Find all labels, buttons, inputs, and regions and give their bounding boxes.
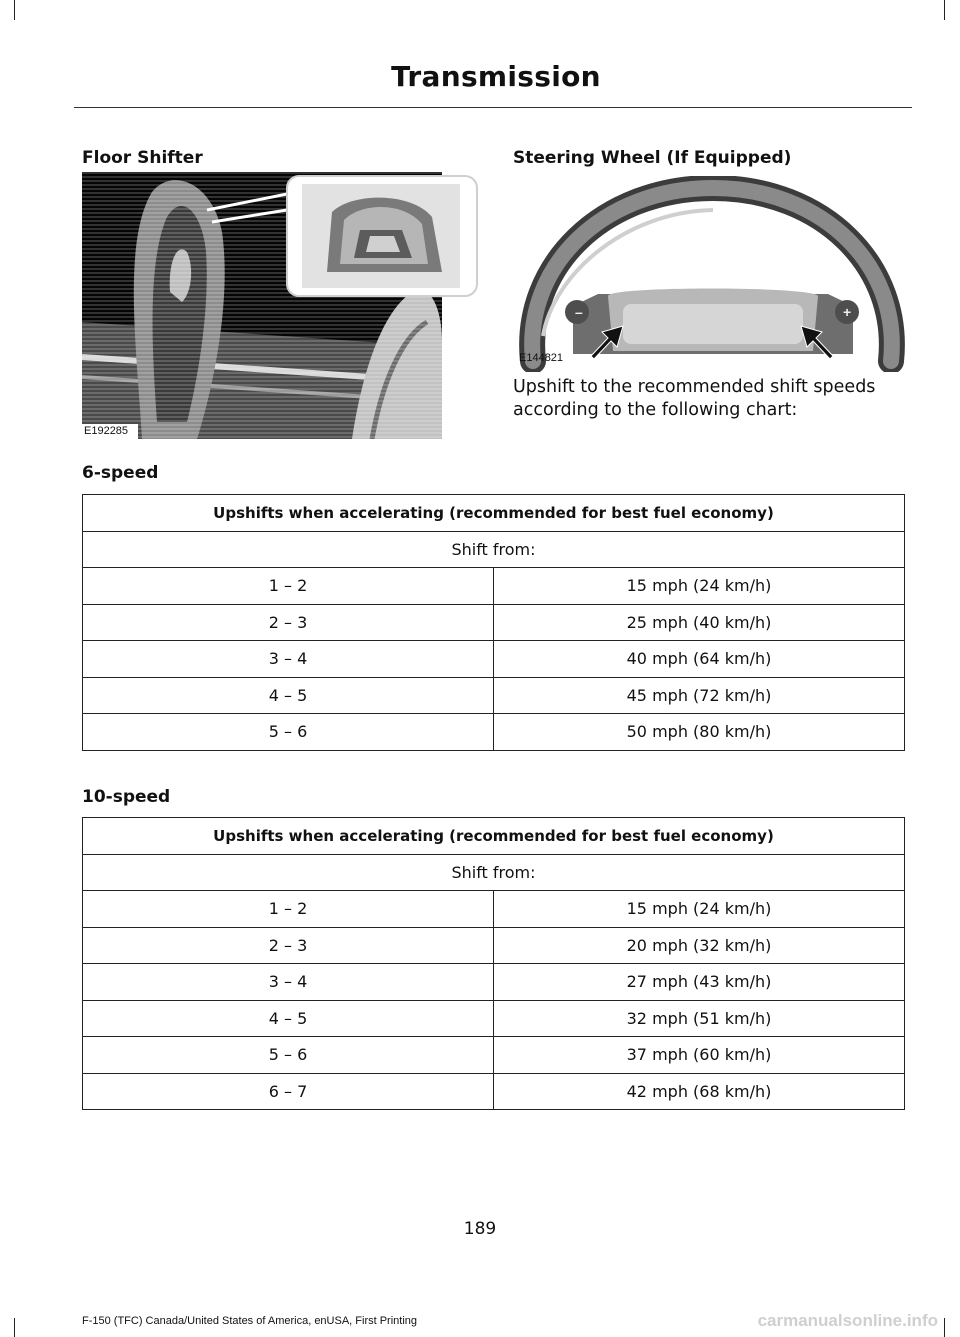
speed-cell: 42 mph (68 km/h): [494, 1073, 905, 1110]
gear-cell: 4 – 5: [83, 677, 494, 714]
speed-cell: 27 mph (43 km/h): [494, 964, 905, 1001]
speed-cell: 45 mph (72 km/h): [494, 677, 905, 714]
floor-shifter-heading: Floor Shifter: [82, 148, 203, 168]
table-row: [83, 891, 905, 928]
page-title: Transmission: [391, 60, 601, 93]
gear-cell: 5 – 6: [83, 714, 494, 751]
crop-mark: [14, 0, 15, 20]
speed-cell: 40 mph (64 km/h): [494, 641, 905, 678]
speed-cell: 15 mph (24 km/h): [494, 568, 905, 605]
table-row: [83, 964, 905, 1001]
table-row: [83, 568, 905, 605]
minus-paddle-symbol: –: [575, 304, 583, 320]
shift-from-label: Shift from:: [83, 854, 905, 891]
table-title: Upshifts when accelerating (recommended for best fuel economy): [83, 818, 905, 855]
shift-intro-text: Upshift to the recommended shift speeds according to the following chart:: [513, 377, 876, 420]
gear-cell: 2 – 3: [83, 927, 494, 964]
gear-cell: 4 – 5: [83, 1000, 494, 1037]
steering-wheel-drawing: [513, 176, 911, 372]
table-subheader-row: [83, 531, 905, 568]
table-row: [83, 604, 905, 641]
table-row: [83, 1000, 905, 1037]
footer-text: F-150 (TFC) Canada/United States of America, enUSA, First Printing: [82, 1315, 418, 1327]
gear-cell: 3 – 4: [83, 641, 494, 678]
shift-from-label: Shift from:: [83, 531, 905, 568]
title-divider: [74, 107, 912, 108]
watermark: carmanualsonline.info: [757, 1311, 938, 1330]
ten-speed-heading: 10-speed: [82, 787, 171, 807]
figure-id: E144821: [519, 352, 564, 364]
gear-cell: 1 – 2: [83, 891, 494, 928]
page-number: 189: [463, 1219, 497, 1239]
speed-cell: 32 mph (51 km/h): [494, 1000, 905, 1037]
gear-cell: 1 – 2: [83, 568, 494, 605]
speed-cell: 15 mph (24 km/h): [494, 891, 905, 928]
gear-cell: 2 – 3: [83, 604, 494, 641]
table-row: [83, 927, 905, 964]
table-row: [83, 714, 905, 751]
table-row: [83, 677, 905, 714]
table-row: [83, 1073, 905, 1110]
figure-id: E192285: [84, 425, 129, 437]
table-header-row: [83, 495, 905, 532]
gear-cell: 5 – 6: [83, 1037, 494, 1074]
floor-shifter-drawing: [82, 172, 480, 439]
table-row: [83, 1037, 905, 1074]
steering-wheel-illustration: [513, 176, 911, 372]
table-subheader-row: [83, 854, 905, 891]
six-speed-heading: 6-speed: [82, 463, 159, 483]
ten-speed-table: [82, 817, 905, 1110]
gear-cell: 3 – 4: [83, 964, 494, 1001]
floor-shifter-illustration: [82, 172, 480, 439]
crop-mark: [944, 1318, 945, 1337]
gear-cell: 6 – 7: [83, 1073, 494, 1110]
speed-cell: 50 mph (80 km/h): [494, 714, 905, 751]
table-row: [83, 641, 905, 678]
crop-mark: [944, 0, 945, 20]
plus-paddle-symbol: +: [843, 304, 852, 320]
six-speed-table: [82, 494, 905, 751]
steering-wheel-heading: Steering Wheel (If Equipped): [513, 148, 792, 168]
speed-cell: 20 mph (32 km/h): [494, 927, 905, 964]
speed-cell: 25 mph (40 km/h): [494, 604, 905, 641]
table-title: Upshifts when accelerating (recommended for best fuel economy): [83, 495, 905, 532]
table-header-row: [83, 818, 905, 855]
speed-cell: 37 mph (60 km/h): [494, 1037, 905, 1074]
crop-mark: [14, 1318, 15, 1337]
